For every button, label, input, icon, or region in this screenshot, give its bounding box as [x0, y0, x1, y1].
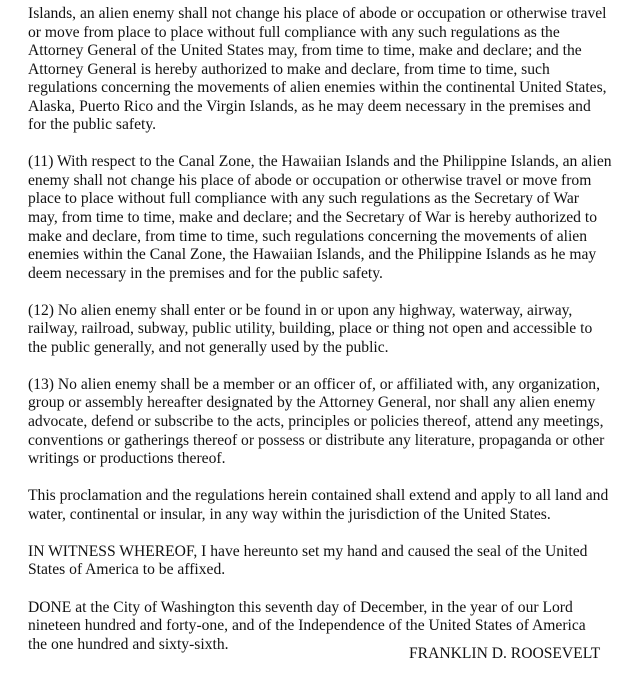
text-line: group or assembly hereafter designated by the Attorney General, nor shall any alien enemy: [28, 394, 596, 412]
paragraph-regulation-11: [28, 153, 628, 283]
text-line: (13) No alien enemy shall be a member or an officer of, or affiliated with, any organization,: [28, 375, 601, 393]
text-line: Islands, an alien enemy shall not change his place of abode or occupation or otherwise travel: [28, 5, 607, 22]
paragraph-jurisdiction: [28, 487, 628, 524]
text-line: This proclamation and the regulations herein contained shall extend and apply to all land and: [28, 487, 609, 505]
paragraph-regulation-12: [28, 302, 628, 358]
text-line: railway, railroad, subway, public utility, building, place or thing not open and accessible to: [28, 320, 593, 338]
text-line: States of America to be affixed.: [28, 561, 226, 579]
text-line: or move from place to place without full compliance with any such regulations as the: [28, 23, 560, 41]
document-body: [28, 5, 628, 673]
text-line: may, from time to time, make and declare; and the Secretary of War is hereby authorized to: [28, 209, 597, 227]
text-line: regulations concerning the movements of alien enemies within the continental United States,: [28, 79, 607, 97]
text-line: DONE at the City of Washington this seventh day of December, in the year of our Lord: [28, 598, 573, 616]
text-line: enemy shall not change his place of abode or occupation or otherwise travel or move from: [28, 171, 592, 189]
text-line: (11) With respect to the Canal Zone, the Hawaiian Islands and the Philippine Islands, an alien: [28, 153, 612, 171]
text-line: (12) No alien enemy shall enter or be found in or upon any highway, waterway, airway,: [28, 301, 573, 319]
text-line: water, continental or insular, in any way within the jurisdiction of the United States.: [28, 505, 551, 523]
text-line: enemies within the Canal Zone, the Hawaiian Islands, and the Philippine Islands as he may: [28, 246, 597, 264]
text-line: make and declare, from time to time, such regulations concerning the movements of alien: [28, 227, 588, 245]
text-line: the public generally, and not generally used by the public.: [28, 338, 389, 356]
text-line: Attorney General is hereby authorized to make and declare, from time to time, such: [28, 60, 550, 78]
text-line: Attorney General of the United States may, from time to time, make and declare; and the: [28, 42, 582, 60]
text-line: nineteen hundred and forty-one, and of the Independence of the United States of America: [28, 617, 586, 635]
text-line: for the public safety.: [28, 116, 157, 134]
paragraph-continuation: [28, 5, 628, 135]
text-line: IN WITNESS WHEREOF, I have hereunto set my hand and caused the seal of the United: [28, 542, 588, 560]
text-line: deem necessary in the premises and for the public safety.: [28, 264, 383, 282]
paragraph-regulation-13: [28, 376, 628, 469]
signature: FRANKLIN D. ROOSEVELT: [409, 645, 601, 662]
text-line: Alaska, Puerto Rico and the Virgin Islands, as he may deem necessary in the premises and: [28, 97, 591, 115]
paragraph-witness: [28, 543, 628, 580]
text-line: conventions or gatherings thereof or possess or distribute any literature, propaganda or other: [28, 431, 605, 449]
text-line: place to place without full compliance with any such regulations as the Secretary of War: [28, 190, 579, 208]
text-line: advocate, defend or subscribe to the acts, principles or policies thereof, attend any meetings,: [28, 413, 604, 431]
text-line: writings or productions thereof.: [28, 450, 226, 468]
text-line: the one hundred and sixty-sixth.: [28, 635, 229, 653]
